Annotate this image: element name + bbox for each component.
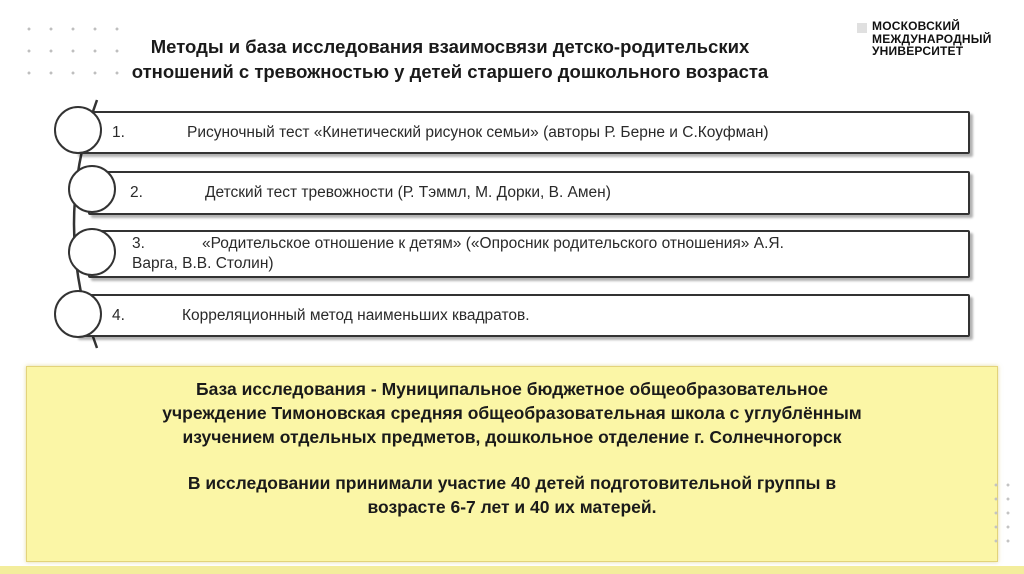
research-base-line-1: База исследования - Муниципальное бюджетное общеобразовательное [195,379,829,399]
method-text: Детский тест тревожности (Р. Тэммл, М. Дорки, В. Амен) [205,184,611,201]
method-number: 3. [132,235,145,252]
logo-text [872,20,992,58]
bullet-circle-icon [68,228,116,276]
logo-square-icon [857,23,867,33]
method-item-4 [75,294,970,337]
method-text: Рисуночный тест «Кинетический рисунок семьи» (авторы Р. Берне и С.Коуфман) [187,123,769,141]
method-number: 2. [130,184,143,201]
research-base-line-3: изучением отдельных предметов, дошкольное отделение г. Солнечногорск [182,427,842,447]
method-item-2 [88,171,970,215]
method-item-3 [88,230,970,278]
page-title [40,34,860,84]
method-text-continued: Варга, В.В. Столин) [132,255,274,272]
page-title-line-2: отношений с тревожностью у детей старшего дошкольного возраста [131,61,769,82]
bullet-circle-icon [54,290,102,338]
participants-line-2: возрасте 6-7 лет и 40 их матерей. [367,497,657,517]
page-title-line-1: Методы и база исследования взаимосвязи детско-родительских [150,36,750,57]
method-number: 4. [112,306,125,324]
method-item-1 [75,111,970,154]
bullet-circle-icon [54,106,102,154]
logo-line-3: УНИВЕРСИТЕТ [872,44,964,58]
logo-line-2: МЕЖДУНАРОДНЫЙ [872,31,992,46]
university-logo [857,20,992,58]
logo-line-1: МОСКОВСКИЙ [872,19,961,33]
bullet-circle-icon [68,165,116,213]
participants-line-1: В исследовании принимали участие 40 детей подготовительной группы в [187,473,837,493]
decorative-dots-right [990,478,1014,548]
bottom-highlight-strip [0,566,1024,574]
method-number: 1. [112,123,125,141]
research-base-box [26,366,998,562]
research-base-line-2: учреждение Тимоновская средняя общеобразовательная школа с углублённым [162,403,862,423]
method-text: «Родительское отношение к детям» («Опросник родительского отношения» А.Я. [202,235,784,252]
method-text: Корреляционный метод наименьших квадратов. [182,306,530,324]
